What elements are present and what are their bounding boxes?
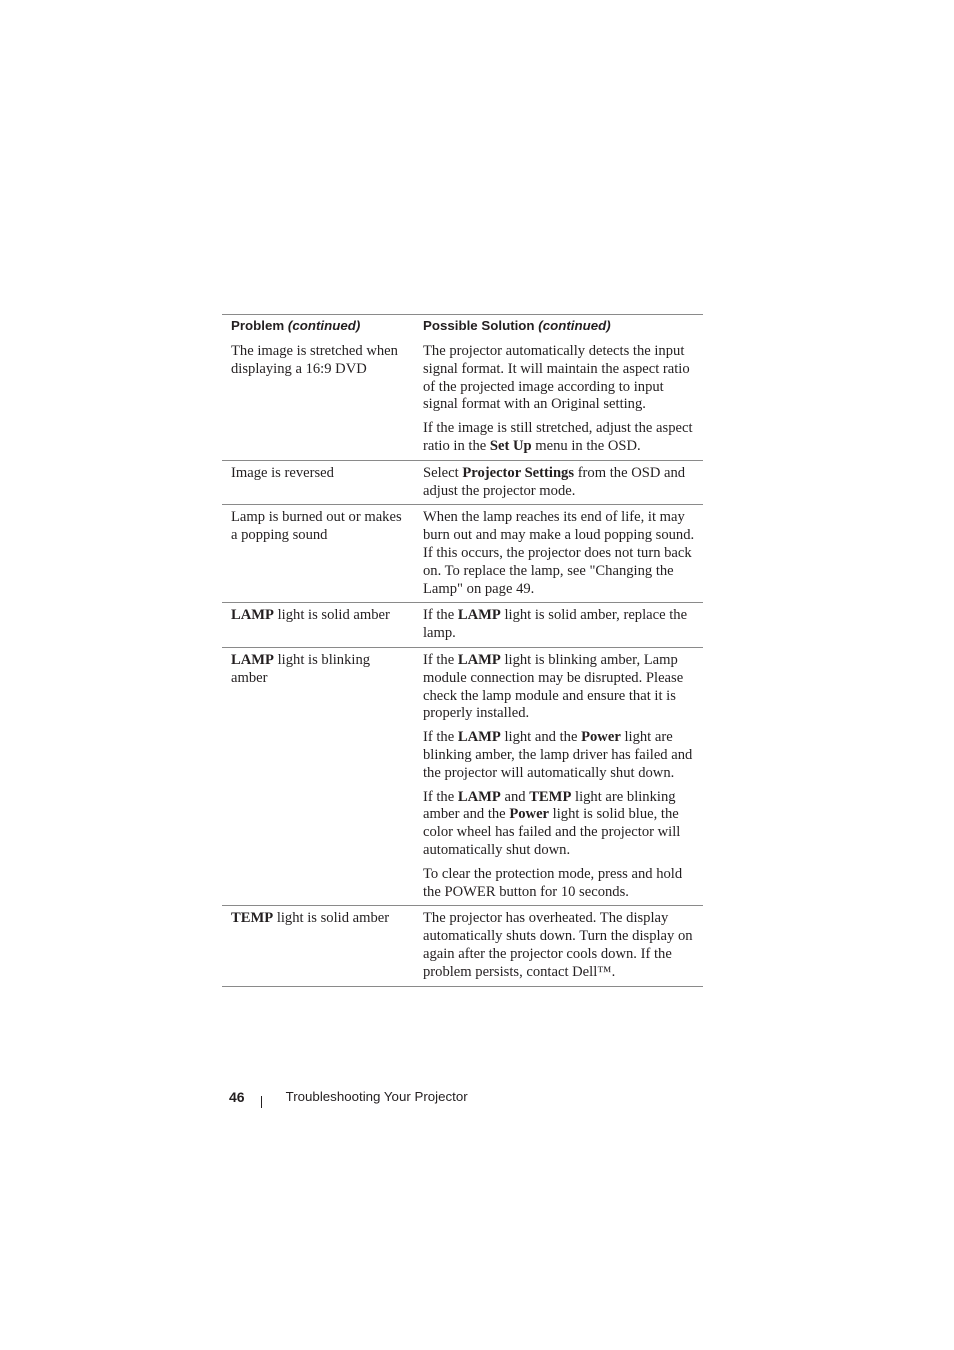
problem-cell: Image is reversed xyxy=(222,460,414,505)
table-row xyxy=(222,906,703,986)
solution-cell: The projector has overheated. The display automatically shuts down. Turn the display on again after the projector cools down. If the problem persists, contact Dell™. xyxy=(414,906,703,986)
table-row xyxy=(222,647,703,905)
problem-cell: The image is stretched when displaying a 16:9 DVD xyxy=(222,339,414,460)
header-solution: Possible Solution (continued) xyxy=(423,318,611,333)
table-row xyxy=(222,505,703,603)
solution-cell: If the LAMP light is solid amber, replace the lamp. xyxy=(414,603,703,648)
troubleshooting-table-container xyxy=(222,314,703,987)
problem-cell: TEMP light is solid amber xyxy=(222,906,414,986)
footer-separator xyxy=(261,1096,262,1108)
section-title: Troubleshooting Your Projector xyxy=(285,1089,468,1104)
problem-cell: LAMP light is solid amber xyxy=(222,603,414,648)
table-row xyxy=(222,460,703,505)
solution-cell: The projector automatically detects the input signal format. It will maintain the aspect ratio of the projected image according to input signal format with an Original setting. If the image is still stretched, adjust the aspect ratio in the Set Up menu in the OSD. xyxy=(414,339,703,460)
troubleshooting-table xyxy=(222,315,703,987)
page-number: 46 xyxy=(229,1089,245,1105)
table-row xyxy=(222,339,703,460)
problem-cell: LAMP light is blinking amber xyxy=(222,647,414,905)
table-header-row xyxy=(222,315,703,339)
table-row xyxy=(222,603,703,648)
problem-cell: Lamp is burned out or makes a popping sound xyxy=(222,505,414,603)
solution-cell: When the lamp reaches its end of life, it may burn out and may make a loud popping sound. If this occurs, the projector does not turn back on. To replace the lamp, see "Changing the Lamp" on page 49. xyxy=(414,505,703,603)
page-footer xyxy=(229,1088,468,1108)
solution-cell: Select Projector Settings from the OSD and adjust the projector mode. xyxy=(414,460,703,505)
solution-cell: If the LAMP light is blinking amber, Lamp module connection may be disrupted. Please check the lamp module and ensure that it is properly installed. If the LAMP light and the Power light are blinking amber, the lamp driver has failed and the projector will automatically shut down. If the LAMP and TEMP light are blinking amber and the Power light is solid blue, the color wheel has failed and the projector will automatically shut down. To clear the protection mode, press and hold the POWER button for 10 seconds. xyxy=(414,647,703,905)
header-problem: Problem (continued) xyxy=(231,318,361,333)
